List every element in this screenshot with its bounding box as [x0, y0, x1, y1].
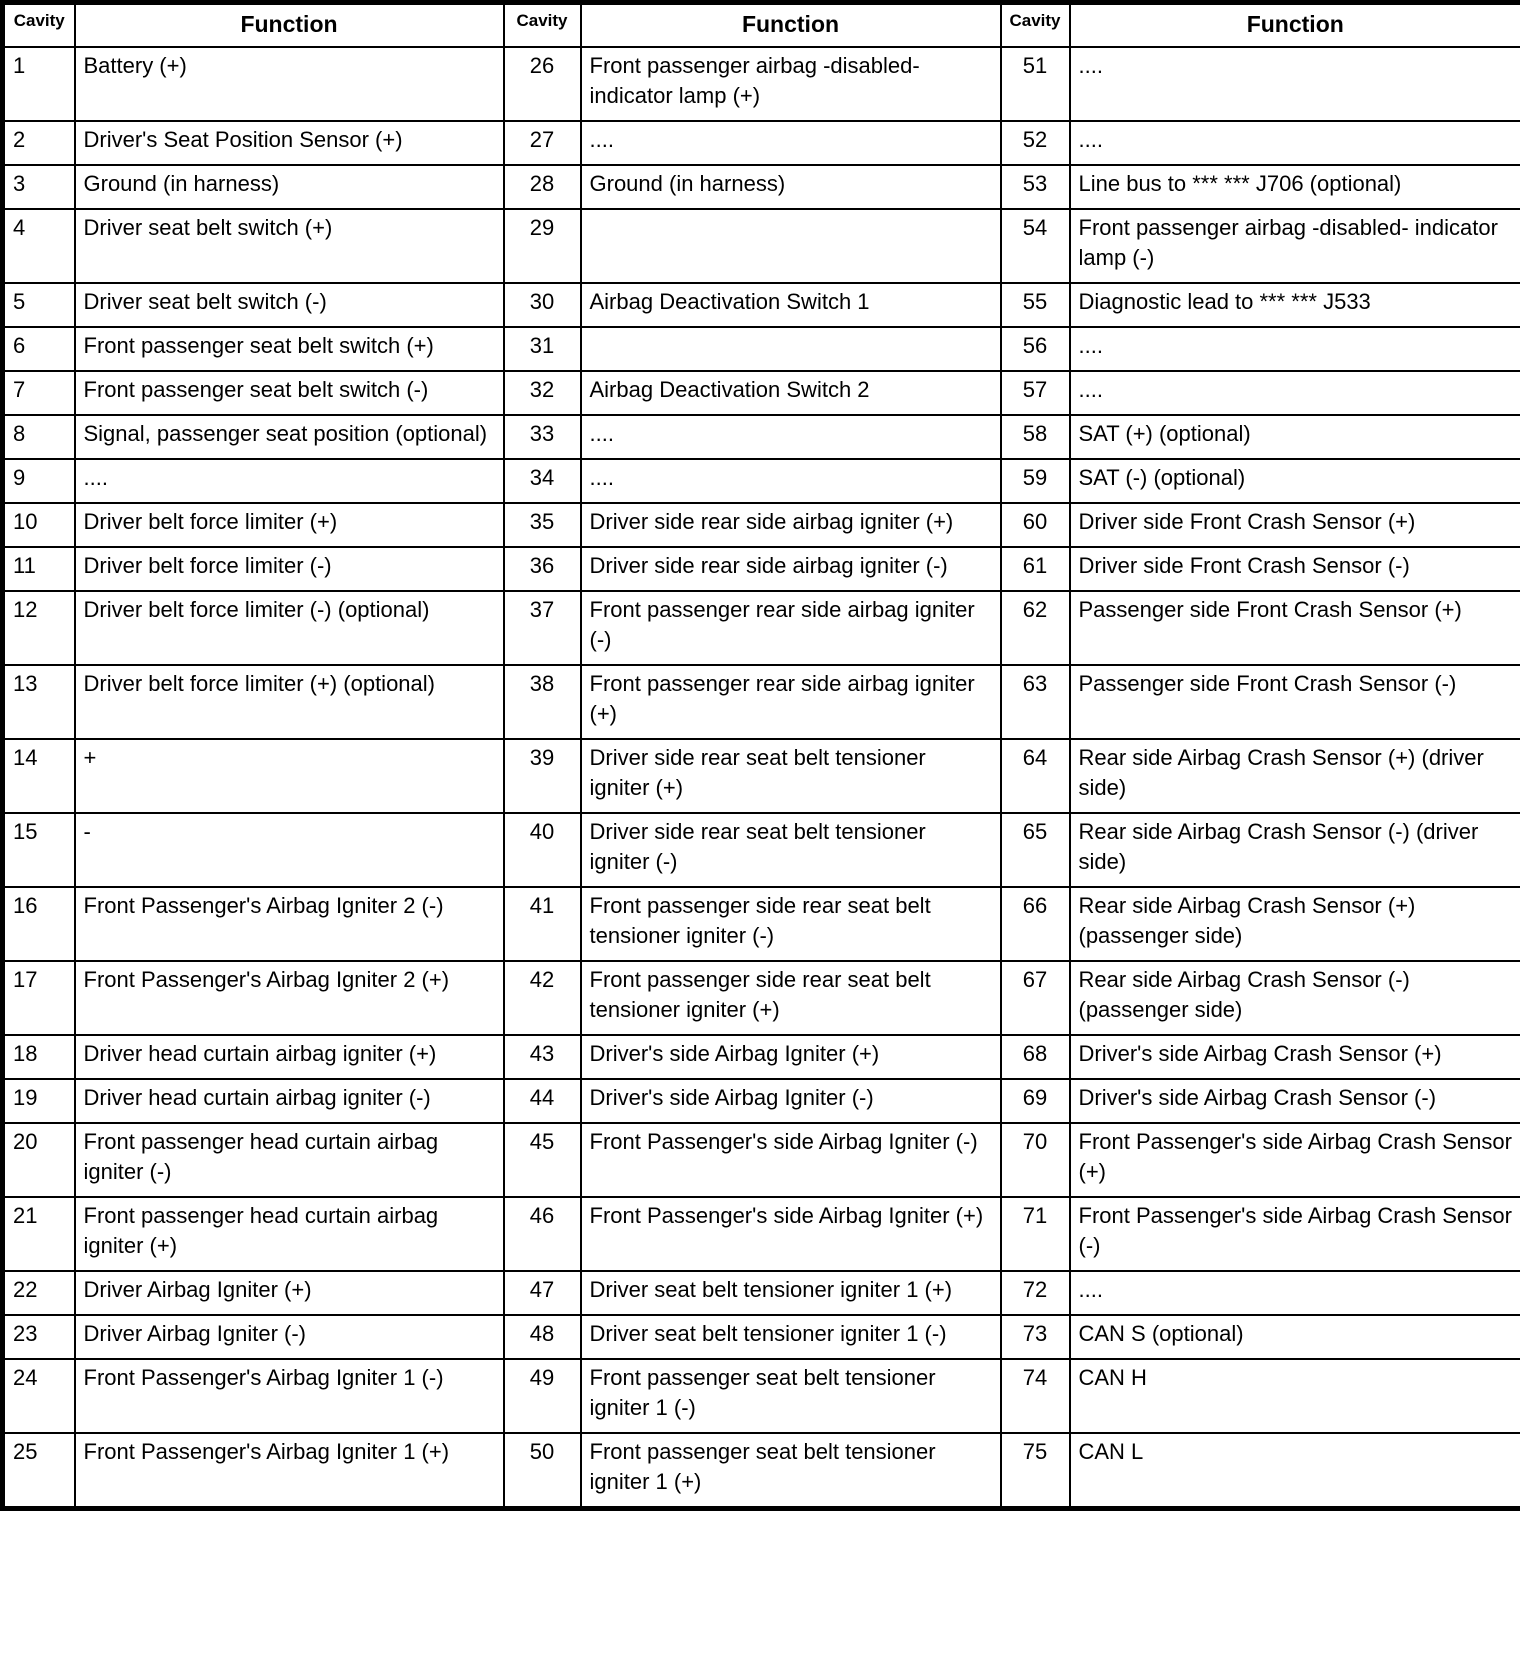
cavity-cell: 3 [3, 165, 75, 209]
cavity-cell: 30 [504, 283, 581, 327]
table-row [3, 503, 1520, 547]
function-cell: Driver's side Airbag Crash Sensor (-) [1070, 1079, 1520, 1123]
cavity-cell: 58 [1001, 415, 1070, 459]
header-cavity-1: Cavity [3, 3, 75, 47]
cavity-cell: 54 [1001, 209, 1070, 283]
function-cell: Driver side Front Crash Sensor (-) [1070, 547, 1520, 591]
cavity-cell: 26 [504, 47, 581, 121]
cavity-cell: 29 [504, 209, 581, 283]
header-cavity-3: Cavity [1001, 3, 1070, 47]
header-function-3: Function [1070, 3, 1520, 47]
cavity-cell: 44 [504, 1079, 581, 1123]
function-cell: Front passenger airbag -disabled- indicator lamp (-) [1070, 209, 1520, 283]
cavity-cell: 68 [1001, 1035, 1070, 1079]
table-row [3, 887, 1520, 961]
cavity-cell: 27 [504, 121, 581, 165]
cavity-cell: 21 [3, 1197, 75, 1271]
function-cell: Driver seat belt switch (-) [75, 283, 504, 327]
cavity-cell: 36 [504, 547, 581, 591]
cavity-cell: 46 [504, 1197, 581, 1271]
cavity-cell: 25 [3, 1433, 75, 1509]
function-cell: .... [1070, 371, 1520, 415]
cavity-cell: 16 [3, 887, 75, 961]
cavity-cell: 69 [1001, 1079, 1070, 1123]
cavity-cell: 15 [3, 813, 75, 887]
function-cell: CAN S (optional) [1070, 1315, 1520, 1359]
table-row [3, 547, 1520, 591]
cavity-cell: 65 [1001, 813, 1070, 887]
cavity-cell: 20 [3, 1123, 75, 1197]
cavity-cell: 17 [3, 961, 75, 1035]
function-cell: Ground (in harness) [75, 165, 504, 209]
function-cell: .... [75, 459, 504, 503]
function-cell: Front passenger rear side airbag igniter (+) [581, 665, 1001, 739]
cavity-cell: 43 [504, 1035, 581, 1079]
cavity-cell: 31 [504, 327, 581, 371]
function-cell: Driver's side Airbag Crash Sensor (+) [1070, 1035, 1520, 1079]
cavity-cell: 53 [1001, 165, 1070, 209]
function-cell: Driver side rear seat belt tensioner igniter (+) [581, 739, 1001, 813]
cavity-cell: 9 [3, 459, 75, 503]
cavity-cell: 19 [3, 1079, 75, 1123]
function-cell: Rear side Airbag Crash Sensor (+) (driver side) [1070, 739, 1520, 813]
function-cell: Driver seat belt switch (+) [75, 209, 504, 283]
function-cell: Rear side Airbag Crash Sensor (+) (passenger side) [1070, 887, 1520, 961]
table-row [3, 47, 1520, 121]
function-cell: Driver Airbag Igniter (-) [75, 1315, 504, 1359]
function-cell: Airbag Deactivation Switch 2 [581, 371, 1001, 415]
function-cell: Front passenger seat belt switch (+) [75, 327, 504, 371]
function-cell: SAT (-) (optional) [1070, 459, 1520, 503]
table-row [3, 1079, 1520, 1123]
cavity-cell: 71 [1001, 1197, 1070, 1271]
cavity-cell: 63 [1001, 665, 1070, 739]
table-row [3, 1359, 1520, 1433]
function-cell: Front passenger seat belt tensioner igniter 1 (+) [581, 1433, 1001, 1509]
function-cell: Rear side Airbag Crash Sensor (-) (driver side) [1070, 813, 1520, 887]
function-cell: CAN H [1070, 1359, 1520, 1433]
table-row [3, 813, 1520, 887]
cavity-cell: 67 [1001, 961, 1070, 1035]
cavity-cell: 2 [3, 121, 75, 165]
function-cell: Driver Airbag Igniter (+) [75, 1271, 504, 1315]
function-cell: Front Passenger's Airbag Igniter 2 (+) [75, 961, 504, 1035]
function-cell: Passenger side Front Crash Sensor (+) [1070, 591, 1520, 665]
function-cell: Driver seat belt tensioner igniter 1 (-) [581, 1315, 1001, 1359]
cavity-cell: 59 [1001, 459, 1070, 503]
function-cell: Line bus to *** *** J706 (optional) [1070, 165, 1520, 209]
function-cell: Front Passenger's Airbag Igniter 2 (-) [75, 887, 504, 961]
table-row [3, 739, 1520, 813]
function-cell: Driver belt force limiter (-) [75, 547, 504, 591]
table-row [3, 459, 1520, 503]
function-cell: Front passenger rear side airbag igniter (-) [581, 591, 1001, 665]
function-cell: CAN L [1070, 1433, 1520, 1509]
cavity-cell: 74 [1001, 1359, 1070, 1433]
cavity-cell: 12 [3, 591, 75, 665]
function-cell: Front Passenger's side Airbag Crash Sensor (+) [1070, 1123, 1520, 1197]
function-cell: + [75, 739, 504, 813]
table-row [3, 1123, 1520, 1197]
function-cell: Front passenger seat belt tensioner igniter 1 (-) [581, 1359, 1001, 1433]
cavity-cell: 5 [3, 283, 75, 327]
header-row [3, 3, 1520, 47]
cavity-cell: 4 [3, 209, 75, 283]
function-cell: Driver side rear side airbag igniter (-) [581, 547, 1001, 591]
cavity-cell: 55 [1001, 283, 1070, 327]
cavity-cell: 10 [3, 503, 75, 547]
table-row [3, 1197, 1520, 1271]
function-cell: Driver's side Airbag Igniter (+) [581, 1035, 1001, 1079]
function-cell: Front passenger airbag -disabled- indicator lamp (+) [581, 47, 1001, 121]
function-cell: Rear side Airbag Crash Sensor (-) (passenger side) [1070, 961, 1520, 1035]
cavity-cell: 39 [504, 739, 581, 813]
function-cell: Driver head curtain airbag igniter (-) [75, 1079, 504, 1123]
function-cell: .... [581, 121, 1001, 165]
cavity-cell: 32 [504, 371, 581, 415]
cavity-cell: 42 [504, 961, 581, 1035]
cavity-cell: 75 [1001, 1433, 1070, 1509]
table-body [3, 47, 1520, 1509]
function-cell: Front passenger head curtain airbag igniter (-) [75, 1123, 504, 1197]
cavity-cell: 50 [504, 1433, 581, 1509]
function-cell: Passenger side Front Crash Sensor (-) [1070, 665, 1520, 739]
function-cell: .... [581, 459, 1001, 503]
cavity-cell: 35 [504, 503, 581, 547]
cavity-cell: 37 [504, 591, 581, 665]
function-cell: Battery (+) [75, 47, 504, 121]
function-cell: Driver seat belt tensioner igniter 1 (+) [581, 1271, 1001, 1315]
cavity-cell: 34 [504, 459, 581, 503]
function-cell: Airbag Deactivation Switch 1 [581, 283, 1001, 327]
function-cell: Front passenger seat belt switch (-) [75, 371, 504, 415]
function-cell: Front Passenger's side Airbag Igniter (+) [581, 1197, 1001, 1271]
function-cell: Driver's Seat Position Sensor (+) [75, 121, 504, 165]
cavity-cell: 1 [3, 47, 75, 121]
cavity-cell: 64 [1001, 739, 1070, 813]
table-row [3, 591, 1520, 665]
table-row [3, 121, 1520, 165]
table-row [3, 165, 1520, 209]
function-cell: Ground (in harness) [581, 165, 1001, 209]
cavity-cell: 52 [1001, 121, 1070, 165]
function-cell: Diagnostic lead to *** *** J533 [1070, 283, 1520, 327]
header-function-2: Function [581, 3, 1001, 47]
function-cell: .... [1070, 1271, 1520, 1315]
function-cell: .... [1070, 327, 1520, 371]
table-row [3, 1035, 1520, 1079]
function-cell: SAT (+) (optional) [1070, 415, 1520, 459]
function-cell: Front passenger side rear seat belt tensioner igniter (+) [581, 961, 1001, 1035]
table-row [3, 665, 1520, 739]
cavity-cell: 49 [504, 1359, 581, 1433]
function-cell: Driver side rear side airbag igniter (+) [581, 503, 1001, 547]
cavity-cell: 8 [3, 415, 75, 459]
function-cell [581, 209, 1001, 283]
function-cell: - [75, 813, 504, 887]
cavity-cell: 11 [3, 547, 75, 591]
table-row [3, 1433, 1520, 1509]
table-row [3, 371, 1520, 415]
table-header [3, 3, 1520, 47]
function-cell: Front Passenger's Airbag Igniter 1 (-) [75, 1359, 504, 1433]
table-row [3, 415, 1520, 459]
cavity-cell: 48 [504, 1315, 581, 1359]
function-cell: Front passenger side rear seat belt tensioner igniter (-) [581, 887, 1001, 961]
function-cell: Driver belt force limiter (-) (optional) [75, 591, 504, 665]
function-cell: Driver side rear seat belt tensioner igniter (-) [581, 813, 1001, 887]
function-cell: .... [1070, 121, 1520, 165]
function-cell: .... [1070, 47, 1520, 121]
cavity-cell: 38 [504, 665, 581, 739]
cavity-cell: 23 [3, 1315, 75, 1359]
function-cell: Signal, passenger seat position (optional) [75, 415, 504, 459]
cavity-cell: 28 [504, 165, 581, 209]
cavity-cell: 14 [3, 739, 75, 813]
cavity-cell: 24 [3, 1359, 75, 1433]
function-cell: .... [581, 415, 1001, 459]
function-cell: Driver belt force limiter (+) (optional) [75, 665, 504, 739]
function-cell: Front Passenger's side Airbag Crash Sensor (-) [1070, 1197, 1520, 1271]
function-cell: Driver head curtain airbag igniter (+) [75, 1035, 504, 1079]
cavity-cell: 51 [1001, 47, 1070, 121]
function-cell [581, 327, 1001, 371]
cavity-cell: 41 [504, 887, 581, 961]
cavity-cell: 56 [1001, 327, 1070, 371]
cavity-cell: 40 [504, 813, 581, 887]
function-cell: Front Passenger's side Airbag Igniter (-) [581, 1123, 1001, 1197]
function-cell: Driver's side Airbag Igniter (-) [581, 1079, 1001, 1123]
function-cell: Front passenger head curtain airbag igniter (+) [75, 1197, 504, 1271]
table-row [3, 327, 1520, 371]
table-row [3, 209, 1520, 283]
cavity-cell: 6 [3, 327, 75, 371]
cavity-cell: 13 [3, 665, 75, 739]
cavity-cell: 7 [3, 371, 75, 415]
cavity-cell: 57 [1001, 371, 1070, 415]
cavity-cell: 72 [1001, 1271, 1070, 1315]
cavity-cell: 66 [1001, 887, 1070, 961]
cavity-cell: 33 [504, 415, 581, 459]
function-cell: Driver side Front Crash Sensor (+) [1070, 503, 1520, 547]
table-row [3, 283, 1520, 327]
cavity-cell: 70 [1001, 1123, 1070, 1197]
function-cell: Driver belt force limiter (+) [75, 503, 504, 547]
table-row [3, 1271, 1520, 1315]
table-row [3, 1315, 1520, 1359]
cavity-cell: 22 [3, 1271, 75, 1315]
function-cell: Front Passenger's Airbag Igniter 1 (+) [75, 1433, 504, 1509]
cavity-cell: 73 [1001, 1315, 1070, 1359]
cavity-cell: 47 [504, 1271, 581, 1315]
table-row [3, 961, 1520, 1035]
cavity-cell: 62 [1001, 591, 1070, 665]
cavity-cell: 18 [3, 1035, 75, 1079]
cavity-cell: 45 [504, 1123, 581, 1197]
header-function-1: Function [75, 3, 504, 47]
header-cavity-2: Cavity [504, 3, 581, 47]
cavity-cell: 61 [1001, 547, 1070, 591]
cavity-cell: 60 [1001, 503, 1070, 547]
